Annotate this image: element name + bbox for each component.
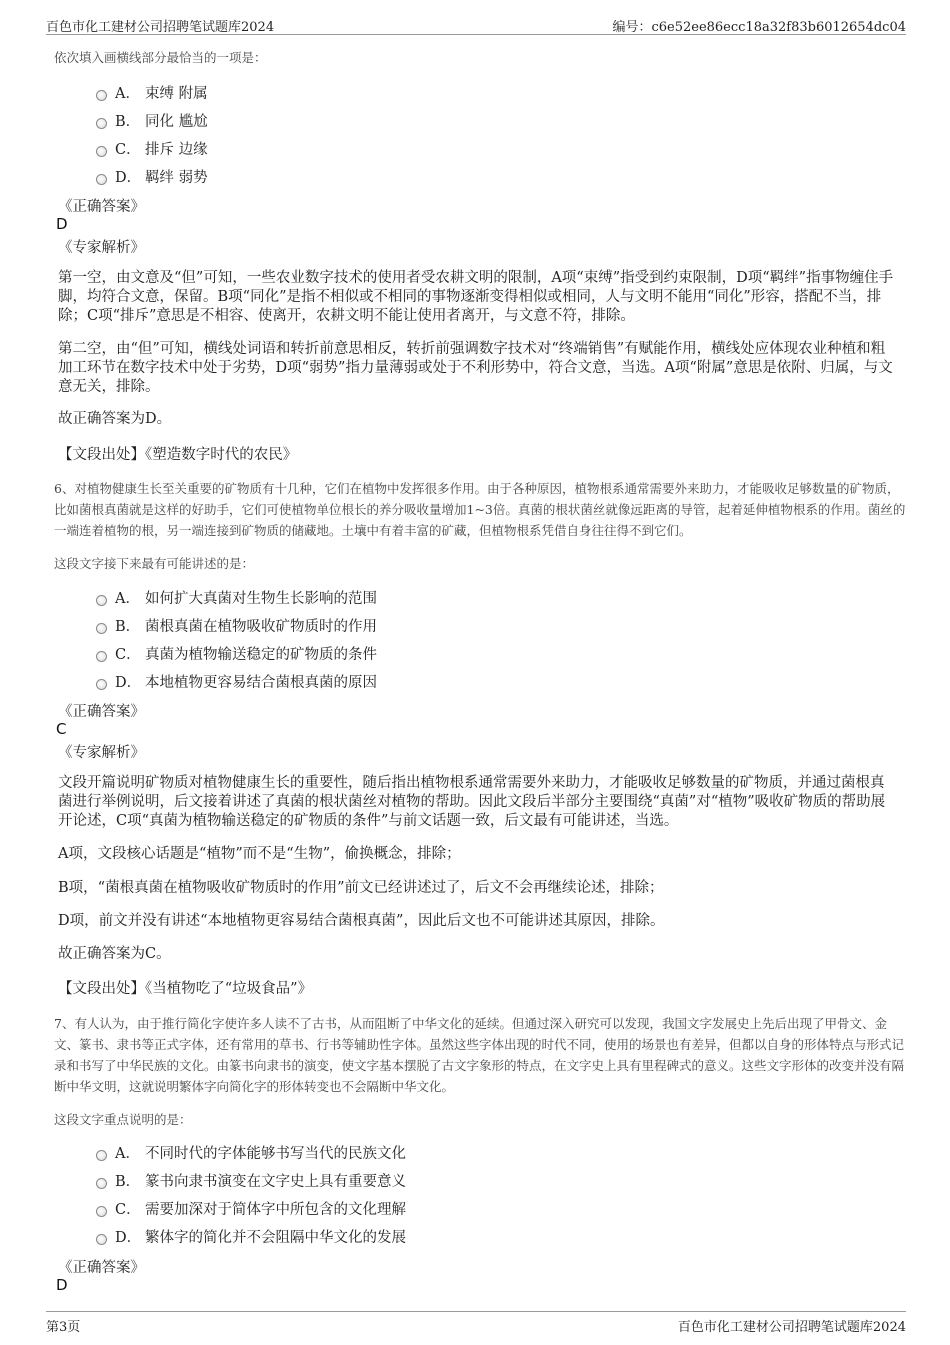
- option-a[interactable]: [96, 81, 208, 103]
- option-text: 排斥 边缘: [145, 141, 208, 158]
- radio-icon[interactable]: [96, 1178, 107, 1189]
- analysis-conclusion: 故正确答案为D。: [58, 411, 172, 427]
- answer-value: D: [56, 215, 68, 233]
- option-text: 繁体字的简化并不会阻隔中华文化的发展: [145, 1229, 406, 1246]
- question-text: 6、对植物健康生长至关重要的矿物质有十几种，它们在植物中发挥很多作用。由于各种原因，植物根系通常需要外来助力，才能吸收足够数量的矿物质，比如菌根真菌就是这样的好助手，它们可使植物单位根长的养分吸收量增加1~3倍。真菌的根状菌丝就像远距离的导管，起着延伸植物根系的作用。菌丝的一端连着植物的根，另一端连接到矿物质的储藏地。土壤中有着丰富的矿藏，但植物根系凭借自身往往得不到它们。: [54, 481, 906, 538]
- analysis-paragraph: A项，文段核心话题是“植物”而不是“生物”，偷换概念，排除；: [58, 846, 461, 862]
- analysis-paragraph: 文段开篇说明矿物质对植物健康生长的重要性，随后指出植物根系通常需要外来助力，才能吸收足够数量的矿物质，并通过菌根真菌进行举例说明，后文接着讲述了真菌的根状菌丝对植物的帮助。因此文段后半部分主要围绕“真菌”对“植物”吸收矿物质的帮助展开论述，C项“真菌为植物输送稳定的矿物质的条件”与前文话题一致，后文最有可能讲述，当选。: [58, 775, 886, 829]
- option-text: 菌根真菌在植物吸收矿物质时的作用: [145, 618, 377, 635]
- radio-icon[interactable]: [96, 1206, 107, 1217]
- radio-icon[interactable]: [96, 651, 107, 662]
- radio-icon[interactable]: [96, 146, 107, 157]
- option-letter: B．: [115, 1173, 141, 1190]
- source-citation: 【文段出处】《塑造数字时代的农民》: [58, 447, 298, 463]
- analysis-paragraph: B项，“菌根真菌在植物吸收矿物质时的作用”前文已经讲述过了，后文不会再继续论述，排除；: [58, 880, 664, 896]
- option-letter: B．: [115, 113, 141, 130]
- radio-icon[interactable]: [96, 90, 107, 101]
- question-prompt: 依次填入画横线部分最恰当的一项是：: [54, 50, 267, 65]
- radio-icon[interactable]: [96, 174, 107, 185]
- option-text: 羁绊 弱势: [145, 169, 208, 186]
- option-b[interactable]: [96, 109, 208, 131]
- question-text: 7、有人认为，由于推行简化字使许多人读不了古书，从而阻断了中华文化的延续。但通过深入研究可以发现，我国文字发展史上先后出现了甲骨文、金文、篆书、隶书等正式字体，还有常用的草书、行书等辅助性字体。虽然这些字体出现的时代不同，使用的场景也有差异，但都以自身的形体特点与形式记录和书写了中华民族的文化。由篆书向隶书的演变，使文字基本摆脱了古文字象形的特点，在文字史上具有里程碑式的意义。这些文字形体的改变并没有隔断中华文明，这就说明繁体字向简化字的形体转变也不会隔断中华文化。: [54, 1016, 905, 1094]
- radio-icon[interactable]: [96, 1150, 107, 1161]
- option-letter: D．: [115, 169, 142, 186]
- footer-title: 百色市化工建材公司招聘笔试题库2024: [677, 1320, 906, 1335]
- answer-value: C: [56, 720, 67, 738]
- source-citation: 【文段出处】《当植物吃了“垃圾食品”》: [58, 981, 313, 997]
- option-letter: D．: [115, 674, 142, 691]
- radio-icon[interactable]: [96, 679, 107, 690]
- option-text: 同化 尴尬: [145, 113, 208, 130]
- radio-icon[interactable]: [96, 595, 107, 606]
- option-d[interactable]: [96, 165, 208, 187]
- radio-icon[interactable]: [96, 118, 107, 129]
- option-a[interactable]: [96, 586, 377, 608]
- option-text: 真菌为植物输送稳定的矿物质的条件: [145, 646, 377, 663]
- page-footer: [46, 1311, 906, 1334]
- analysis-conclusion: 故正确答案为C。: [58, 946, 171, 962]
- option-text: 不同时代的字体能够书写当代的民族文化: [145, 1145, 406, 1162]
- option-letter: B．: [115, 618, 141, 635]
- option-text: 如何扩大真菌对生物生长影响的范围: [145, 590, 377, 607]
- analysis-paragraph: 第一空，由文意及“但”可知，一些农业数字技术的使用者受农耕文明的限制，A项“束缚”指受到约束限制，D项“羁绊”指事物缠住手脚，均符合文意，保留。B项“同化”是指不相似或不相同的事物逐渐变得相似或相同，人与文明不能用“同化”形容，搭配不当，排除；C项“排斥”意思是不相容、使离开，农耕文明不能让使用者离开，与文意不符，排除。: [58, 270, 894, 324]
- option-b[interactable]: [96, 614, 377, 636]
- analysis-paragraph: 第二空，由“但”可知，横线处词语和转折前意思相反，转折前强调数字技术对“终端销售”有赋能作用，横线处应体现农业种植和粗加工环节在数字技术中处于劣势，D项“弱势”指力量薄弱或处于不利形势中，符合文意，当选。A项“附属”意思是依附、归属，与文意无关，排除。: [58, 341, 893, 395]
- option-letter: A．: [115, 1145, 140, 1162]
- option-a[interactable]: [96, 1141, 406, 1163]
- page-header: [46, 12, 906, 35]
- option-text: 需要加深对于简体字中所包含的文化理解: [145, 1201, 406, 1218]
- option-letter: C．: [115, 141, 141, 158]
- option-text: 篆书向隶书演变在文字史上具有重要意义: [145, 1173, 406, 1190]
- page-number: 第3页: [46, 1320, 81, 1335]
- option-c[interactable]: [96, 642, 377, 664]
- option-letter: D．: [115, 1229, 142, 1246]
- option-d[interactable]: [96, 670, 377, 692]
- answer-label: 《正确答案》: [58, 1260, 145, 1276]
- option-text: 束缚 附属: [145, 85, 208, 102]
- option-letter: A．: [115, 85, 140, 102]
- document-id: 编号：c6e52ee86ecc18a32f83b6012654dc04: [612, 20, 906, 35]
- option-d[interactable]: [96, 1225, 406, 1247]
- radio-icon[interactable]: [96, 623, 107, 634]
- option-text: 本地植物更容易结合菌根真菌的原因: [145, 674, 377, 691]
- header-title: 百色市化工建材公司招聘笔试题库2024: [46, 20, 275, 35]
- answer-label: 《正确答案》: [58, 704, 145, 720]
- option-letter: C．: [115, 646, 141, 663]
- question-prompt: 这段文字接下来最有可能讲述的是：: [54, 556, 255, 571]
- option-letter: C．: [115, 1201, 141, 1218]
- option-c[interactable]: [96, 1197, 406, 1219]
- option-letter: A．: [115, 590, 140, 607]
- analysis-label: 《专家解析》: [58, 240, 145, 256]
- analysis-label: 《专家解析》: [58, 745, 145, 761]
- answer-value: D: [56, 1276, 68, 1294]
- option-c[interactable]: [96, 137, 208, 159]
- question-prompt: 这段文字重点说明的是：: [54, 1112, 192, 1127]
- analysis-paragraph: D项，前文并没有讲述“本地植物更容易结合菌根真菌”，因此后文也不可能讲述其原因，排除。: [58, 913, 665, 929]
- radio-icon[interactable]: [96, 1234, 107, 1245]
- answer-label: 《正确答案》: [58, 199, 145, 215]
- option-b[interactable]: [96, 1169, 406, 1191]
